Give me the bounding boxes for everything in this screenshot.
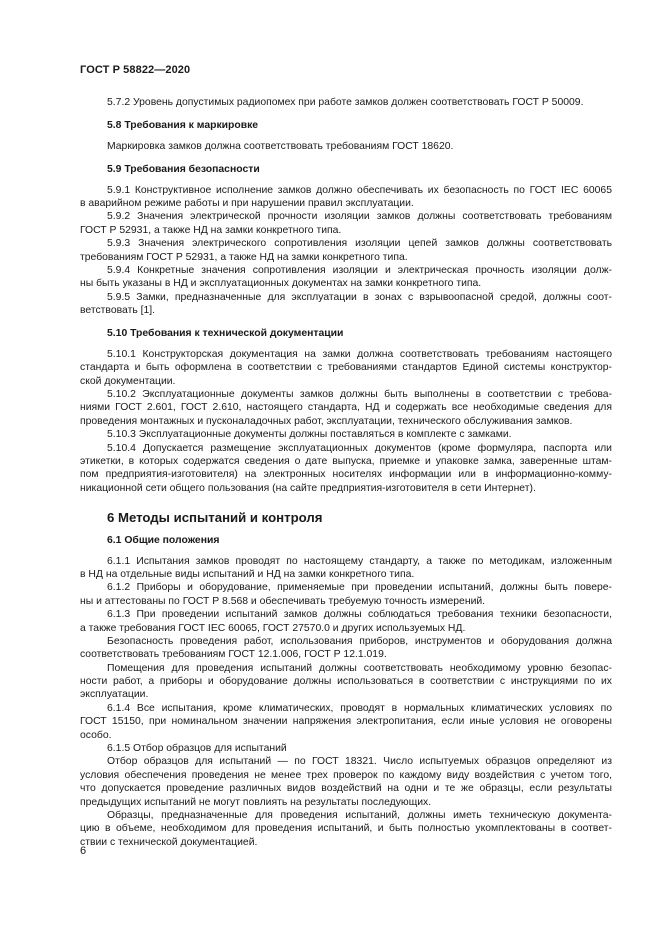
text-line: ны и аттестованы по ГОСТ Р 8.568 и обеспечивать требуемую точность измерений. <box>80 595 486 607</box>
text-line: 5.10.4 Допускается размещение эксплуатационных документов (кроме формуляра, паспорта или <box>107 442 612 454</box>
text-line: что допускается проведение различных видов воздействий на одни и те же образцы, если результаты <box>80 783 612 795</box>
paragraph <box>80 702 612 742</box>
subsection-heading <box>80 534 612 547</box>
text-line: ствии с технической документацией. <box>80 836 258 848</box>
text-line: ской документации. <box>80 375 176 387</box>
paragraph <box>80 96 612 109</box>
text-line: ГОСТ 15150, при номинальном значении напряжения электропитания, если иные условия не оговорены <box>80 716 612 728</box>
paragraph <box>80 662 612 702</box>
text-line: Отбор образцов для испытаний — по ГОСТ 18321. Число испытуемых образцов определяют из <box>107 756 612 768</box>
paragraph <box>80 742 612 755</box>
text-line: 6.1.5 Отбор образцов для испытаний <box>107 743 287 755</box>
text-line: ветствовать [1]. <box>80 305 156 317</box>
paragraph <box>80 237 612 264</box>
text-line: а также требования ГОСТ IEC 60065, ГОСТ 27570.0 и других используемых НД. <box>80 622 466 634</box>
text-line: 5.8 Требования к маркировке <box>107 120 259 132</box>
paragraph <box>80 264 612 291</box>
paragraph <box>80 809 612 849</box>
text-line: эксплуатации. <box>80 689 149 701</box>
text-line: пом предприятия-изготовителя) на электронных носителях информации или в информационно-комму- <box>80 469 612 481</box>
text-line: 5.9 Требования безопасности <box>107 164 260 176</box>
subsection-heading <box>80 119 612 132</box>
subsection-heading <box>80 163 612 176</box>
text-line: 5.10 Требования к технической документации <box>107 328 344 340</box>
text-line: 5.9.3 Значения электрического сопротивления изоляции цепей замков должны соответствовать <box>107 238 612 250</box>
text-line: ГОСТ Р 52931, а также НД на замки конкретного типа. <box>80 224 342 236</box>
paragraph <box>80 140 612 153</box>
paragraph <box>80 388 612 428</box>
page-number: 6 <box>80 845 87 857</box>
text-line: 6.1.3 При проведении испытаний замков должны соблюдаться требования техники безопасности, <box>107 609 612 621</box>
text-line: Помещения для проведения испытаний должны соответствовать необходимому уровню безопас- <box>107 662 612 674</box>
text-line: никационной сети общего пользования (на сайте предприятия-изготовителя в сети Интернет). <box>80 482 536 494</box>
text-line: 5.9.2 Значения электрической прочности изоляции замков должны соответствовать требованиям <box>107 211 612 223</box>
text-line: Образцы, предназначенные для проведения испытаний, должны иметь техническую документа- <box>107 809 612 821</box>
text-line: требованиям ГОСТ Р 52931, а также НД на замки конкретного типа. <box>80 251 408 263</box>
text-line: 5.10.2 Эксплуатационные документы замков должны быть выполнены в соответствии с требова- <box>107 389 612 401</box>
text-line: 5.9.1 Конструктивное исполнение замков должно обеспечивать их безопасность по ГОСТ IEC 60065 <box>107 184 612 196</box>
text-line: ниями ГОСТ 2.601, ГОСТ 2.610, настоящего стандарта, НД и содержать все необходимые сведения для <box>80 402 612 414</box>
text-line: Безопасность проведения работ, использования приборов, инструментов и оборудования должна <box>107 635 612 647</box>
paragraph <box>80 755 612 809</box>
text-line: стандарта и быть оформлена в соответствии с требованиями стандартов Единой системы конструктор- <box>80 362 612 374</box>
document-header: ГОСТ Р 58822—2020 <box>80 64 191 76</box>
text-line: ности работ, а приборы и оборудование должны использоваться в соответствии с инструкциями по их <box>80 676 612 688</box>
text-line: условия обеспечения проведения не менее трех проверок по каждому виду воздействия с учетом того, <box>80 769 612 781</box>
paragraph <box>80 635 612 662</box>
text-line: проведения монтажных и пусконаладочных работ, эксплуатации, технического обслуживания замков. <box>80 415 573 427</box>
paragraph <box>80 291 612 318</box>
subsection-heading <box>80 327 612 340</box>
text-line: особо. <box>80 729 112 741</box>
paragraph <box>80 348 612 388</box>
text-line: 6.1 Общие положения <box>107 535 220 547</box>
paragraph <box>80 210 612 237</box>
paragraph <box>80 428 612 441</box>
text-line: предыдущих испытаний не могут повлиять на результаты последующих. <box>80 796 432 808</box>
text-line: 5.10.3 Эксплуатационные документы должны поставляться в комплекте с замками. <box>107 429 512 441</box>
paragraph <box>80 608 612 635</box>
text-line: 5.10.1 Конструкторская документация на замки должна соответствовать требованиям настоящего <box>107 348 612 360</box>
text-line: в аварийном режиме работы и при нарушении правил эксплуатации. <box>80 197 414 209</box>
paragraph <box>80 581 612 608</box>
text-line: цию в объеме, необходимом для проведения испытаний, и быть полностью укомплектованы в соответ- <box>80 823 612 835</box>
paragraph <box>80 442 612 496</box>
text-line: 6.1.1 Испытания замков проводят по настоящему стандарту, а также по методикам, изложенным <box>107 555 612 567</box>
text-line: 5.9.5 Замки, предназначенные для эксплуатации в зонах с взрывоопасной средой, должны соот- <box>107 291 612 303</box>
text-line: 6 Методы испытаний и контроля <box>107 510 323 526</box>
section-heading <box>80 509 612 526</box>
text-line: Маркировка замков должна соответствовать требованиям ГОСТ 18620. <box>107 140 454 152</box>
text-line: 6.1.2 Приборы и оборудование, применяемые при проведении испытаний, должны быть повере- <box>107 582 612 594</box>
text-line: 6.1.4 Все испытания, кроме климатических, проводят в нормальных климатических условиях по <box>107 702 612 714</box>
paragraph <box>80 184 612 211</box>
paragraph <box>80 555 612 582</box>
document-body <box>80 96 612 849</box>
text-line: этикетки, в которых содержатся сведения о дате выпуска, приемке и упаковке замка, заверенные штам- <box>80 455 612 467</box>
text-line: 5.7.2 Уровень допустимых радиопомех при работе замков должен соответствовать ГОСТ Р 50009. <box>107 97 584 108</box>
text-line: в НД на отдельные виды испытаний и НД на замки конкретного типа. <box>80 568 415 580</box>
text-line: ны быть указаны в НД и эксплуатационных документах на замки конкретного типа. <box>80 278 482 290</box>
text-line: 5.9.4 Конкретные значения сопротивления изоляции и электрическая прочность изоляции долж- <box>107 264 612 276</box>
text-line: соответствовать требованиям ГОСТ 12.1.006, ГОСТ Р 12.1.019. <box>80 649 387 661</box>
